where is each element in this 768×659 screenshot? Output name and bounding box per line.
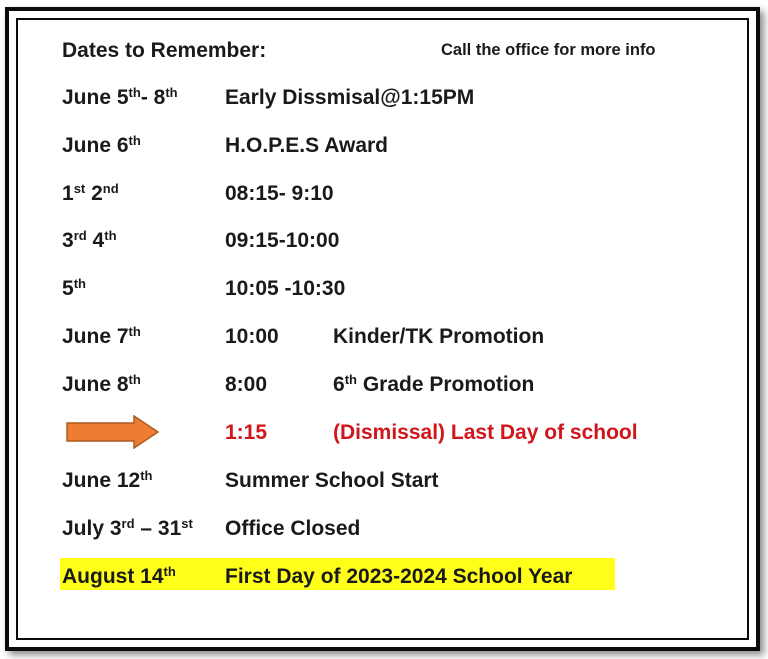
first-day-text: First Day of 2023-2024 School Year <box>225 565 573 588</box>
office-info-note: Call the office for more info <box>441 41 656 59</box>
date-june-12: June 12th <box>62 467 153 492</box>
grade-5: 5th <box>62 275 86 300</box>
last-day-text: (Dismissal) Last Day of school <box>333 421 638 444</box>
last-day-time: 1:15 <box>225 421 268 444</box>
date-june-5-8: June 5th- 8th <box>62 84 178 109</box>
dates-title: Dates to Remember: <box>62 39 267 62</box>
date-june-7: June 7th <box>62 323 141 348</box>
date-june-6: June 6th <box>62 132 141 157</box>
right-arrow-icon <box>66 415 160 449</box>
date-june-8: June 8th <box>62 371 141 396</box>
summer-school-text: Summer School Start <box>225 469 439 492</box>
grades-3-4: 3rd 4th <box>62 227 117 252</box>
time-grades-1-2: 08:15- 9:10 <box>225 182 334 205</box>
time-grade-6-promotion: 8:00 <box>225 373 268 396</box>
time-grade-5: 10:05 -10:30 <box>225 277 346 300</box>
hopes-award-text: H.O.P.E.S Award <box>225 134 389 157</box>
office-closed-text: Office Closed <box>225 517 361 540</box>
early-dismissal-text: Early Dissmisal@1:15PM <box>225 86 475 109</box>
kinder-promotion-text: Kinder/TK Promotion <box>333 325 545 348</box>
grade-6-promotion-text: 6th Grade Promotion <box>333 371 535 396</box>
grades-1-2: 1st 2nd <box>62 180 119 205</box>
time-grades-3-4: 09:15-10:00 <box>225 229 340 252</box>
date-august-14: August 14th <box>62 563 176 588</box>
date-july-3-31: July 3rd – 31st <box>62 515 193 540</box>
time-kinder-promotion: 10:00 <box>225 325 279 348</box>
